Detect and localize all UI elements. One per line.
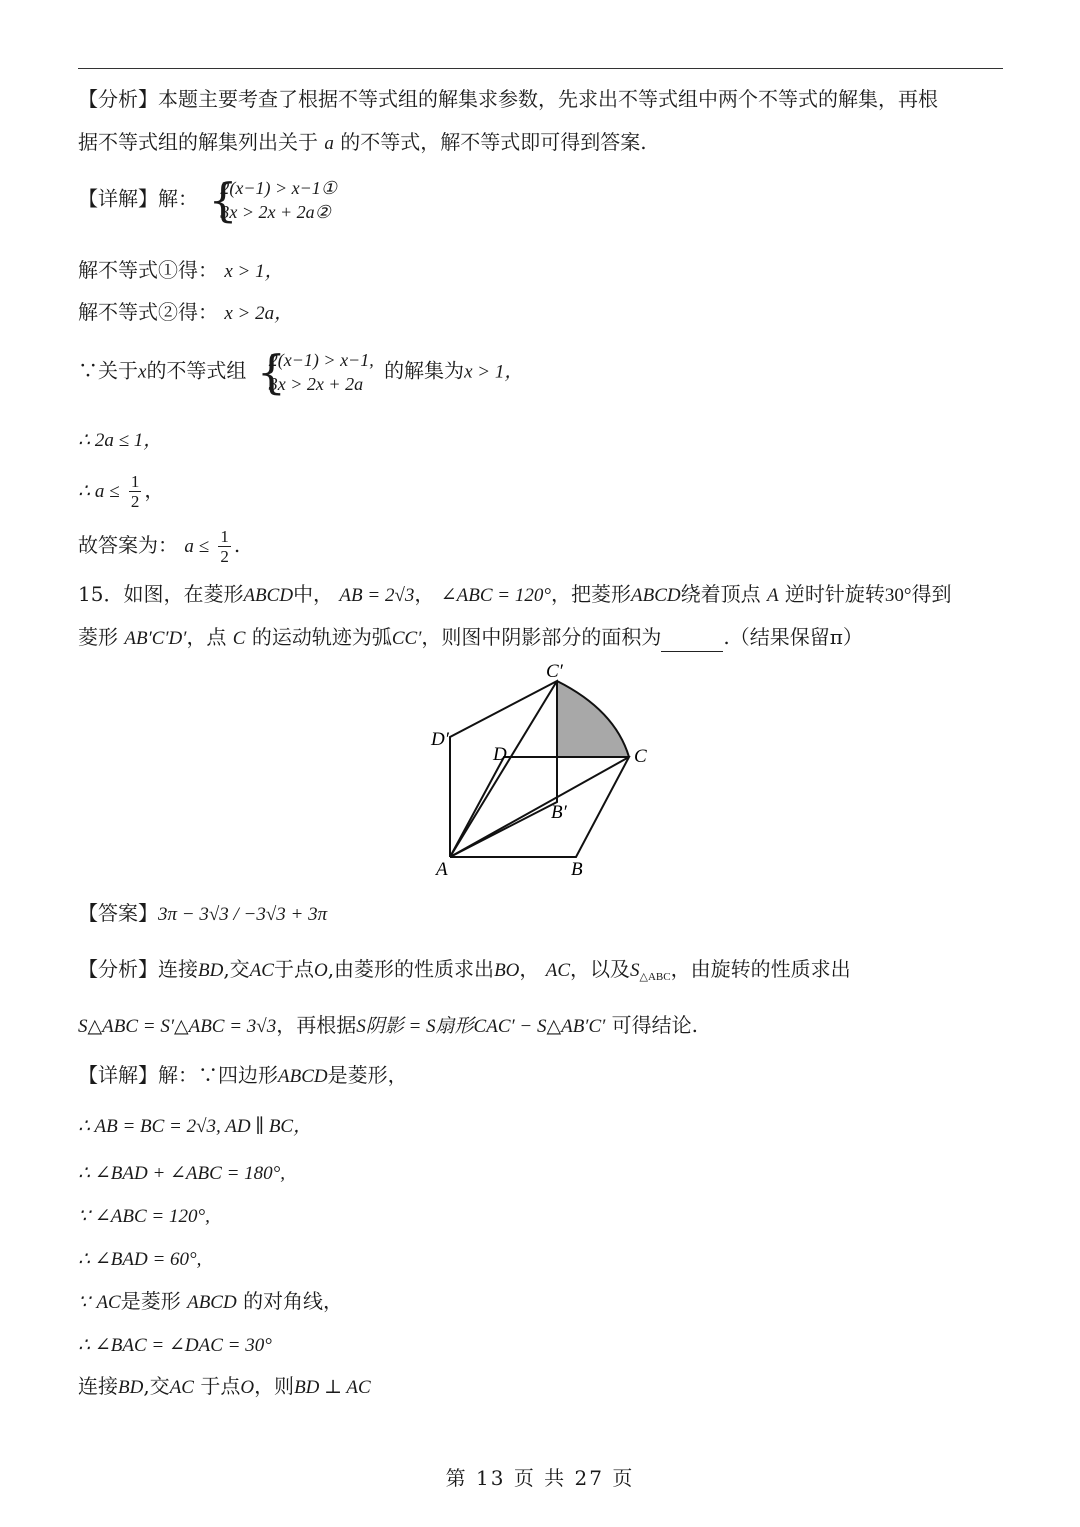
label-d1: D′ (431, 729, 449, 750)
label-d: D (493, 744, 507, 765)
text: 的运动轨迹为弧 (251, 625, 392, 649)
math: ABCD (243, 585, 294, 606)
numerator: 1 (220, 527, 229, 546)
math: S (630, 960, 640, 981)
text: 的不等式组 (146, 358, 247, 383)
math: S阴影 = S扇形CAC′ − S△AB′C′ (356, 1016, 606, 1037)
text: 可得结论. (611, 1013, 699, 1037)
text: ,由菱形的性质求出 (327, 957, 495, 981)
label-a: A (436, 859, 448, 880)
math: AC (169, 1377, 194, 1398)
detail-15-intro (78, 1062, 408, 1090)
detail-14-sol2 (78, 299, 293, 327)
math: ABCD (630, 585, 681, 606)
system-row-2: 3x > 2x + 2a (268, 374, 364, 394)
brace-icon: { (256, 345, 287, 399)
shaded-region (557, 681, 629, 802)
detail-14-sol1 (78, 257, 284, 285)
math: C (232, 628, 246, 649)
detail-14-answer (78, 527, 240, 566)
text: 逆时针旋转 (784, 582, 885, 606)
inequality-system (208, 173, 337, 227)
text: 解不等式①得： (78, 258, 218, 282)
math: ABCD (278, 1066, 328, 1087)
math: ∴ ∠BAD = 60°, (78, 1249, 202, 1270)
detail-15-s1 (78, 1112, 312, 1140)
math: ∴ a ≤ (78, 481, 120, 502)
math: AC (96, 1292, 121, 1313)
text: ，则 (254, 1374, 295, 1398)
text: ， (519, 957, 540, 981)
math: x > 1， (464, 361, 524, 383)
answer-blank (661, 631, 723, 652)
label-b: B (571, 859, 583, 880)
fraction (129, 472, 142, 511)
text: 是菱形 (120, 1289, 181, 1313)
math: ∠ABC = 120° (440, 585, 551, 606)
math: ABCD (187, 1292, 237, 1313)
text: ∵关于 (78, 358, 138, 383)
math: O (313, 960, 328, 981)
detail-15-s6 (78, 1331, 272, 1359)
math: x > 1， (224, 261, 284, 282)
math: BO (494, 960, 520, 981)
text: ,交 (143, 1374, 170, 1398)
text: 【分析】连接 (78, 957, 198, 981)
label-b1: B′ (551, 802, 567, 823)
var-x: x (138, 361, 147, 383)
text: ,交 (223, 957, 250, 981)
system-row-2: 3x > 2x + 2a② (220, 202, 331, 222)
detail-15-s5 (78, 1288, 343, 1316)
answer-15 (78, 900, 327, 928)
rhombus-figure (420, 655, 660, 885)
text: 的对角线， (243, 1289, 344, 1313)
detail-14-therefore1 (78, 426, 162, 454)
detail-15-s7 (78, 1373, 371, 1401)
text: 据不等式组的解集列出关于 (78, 130, 318, 154)
detail-14-system (78, 173, 341, 227)
denominator: 2 (220, 547, 229, 566)
math: ∵ (78, 1292, 91, 1313)
analysis-14-line1 (78, 86, 938, 112)
system-row-1: 2(x−1) > x−1, (268, 350, 374, 370)
detail-label: 【详解】解： (78, 186, 198, 211)
detail-15-s3 (78, 1202, 210, 1230)
detail-14-because (78, 345, 524, 399)
question-number: 15． (78, 582, 124, 606)
math: ∴ ∠BAD + ∠ABC = 180°, (78, 1163, 285, 1184)
inequality-system-2 (256, 345, 374, 399)
page-footer: 第 13 页 共 27 页 (445, 1466, 635, 1490)
math: x > 2a， (224, 303, 294, 324)
answer-value: 3π − 3√3 / −3√3 + 3π (158, 904, 328, 925)
math: ∵ ∠ABC = 120°, (78, 1206, 210, 1227)
text: ，再根据 (276, 1013, 357, 1037)
math: 30° (884, 585, 912, 606)
numerator: 1 (130, 472, 140, 491)
text: 菱形 (78, 625, 118, 649)
text: 如图，在菱形 (123, 582, 244, 606)
text: 中， (293, 582, 334, 606)
text: 是菱形， (327, 1063, 408, 1087)
text: 绕着顶点 (680, 582, 761, 606)
text: ，以及 (570, 957, 631, 981)
text: 连接 (78, 1374, 118, 1398)
detail-14-therefore2 (78, 472, 164, 511)
math: AB′C′D′ (124, 628, 187, 649)
math: BD (118, 1377, 144, 1398)
q15-line2 (78, 624, 863, 652)
text: ，点 (186, 625, 227, 649)
math: S△ABC = S′△ABC = 3√3 (78, 1016, 277, 1037)
top-rule (78, 68, 1003, 69)
text: ， (414, 582, 435, 606)
answer-label: 【答案】 (78, 901, 158, 925)
var-a: a (324, 133, 334, 154)
text: 于点 (200, 1374, 241, 1398)
label-c: C (634, 746, 647, 767)
text: 得到 (911, 582, 952, 606)
math: AC (249, 960, 274, 981)
subscript: △ABC (639, 971, 671, 983)
analysis-14-line2 (78, 129, 647, 157)
text: 【详解】解：∵四边形 (78, 1063, 278, 1087)
text: . (233, 533, 241, 557)
denominator: 2 (130, 492, 140, 511)
math: ∴ AB = BC = 2√3, AD ∥ BC， (78, 1116, 313, 1137)
brace-icon: { (208, 173, 238, 227)
system-row-1: 2(x−1) > x−1① (220, 178, 337, 198)
text: ，由旋转的性质求出 (670, 957, 851, 981)
detail-15-s4 (78, 1245, 201, 1273)
math: A (766, 585, 779, 606)
text: ，把菱形 (550, 582, 631, 606)
math: ∴ ∠BAC = ∠DAC = 30° (78, 1335, 272, 1356)
text: 于点 (273, 957, 314, 981)
math: a ≤ (184, 536, 210, 557)
analysis-15-line1 (78, 956, 851, 990)
text: 故答案为： (78, 533, 178, 557)
math: AC (545, 960, 571, 981)
math: ∴ 2a ≤ 1， (78, 430, 163, 451)
math: AB = 2√3 (339, 585, 415, 606)
math: BD ⊥ AC (294, 1377, 371, 1398)
analysis-15-line2 (78, 1012, 698, 1040)
fraction (218, 527, 231, 566)
text: 解不等式②得： (78, 300, 218, 324)
label-c1: C′ (546, 661, 563, 682)
math: BD (198, 960, 224, 981)
analysis-14-text: 【分析】本题主要考查了根据不等式组的解集求参数，先求出不等式组中两个不等式的解集，再根 (78, 87, 938, 111)
text: 的解集为 (384, 358, 465, 383)
text: 的不等式，解不等式即可得到答案. (340, 130, 647, 154)
math: CC′ (391, 628, 422, 649)
text: .（结果保留π） (723, 625, 863, 649)
detail-15-s2 (78, 1159, 285, 1187)
math: O (240, 1377, 255, 1398)
q15-line1 (78, 581, 952, 609)
text: ，则图中阴影部分的面积为 (421, 625, 662, 649)
text: ， (144, 478, 165, 502)
